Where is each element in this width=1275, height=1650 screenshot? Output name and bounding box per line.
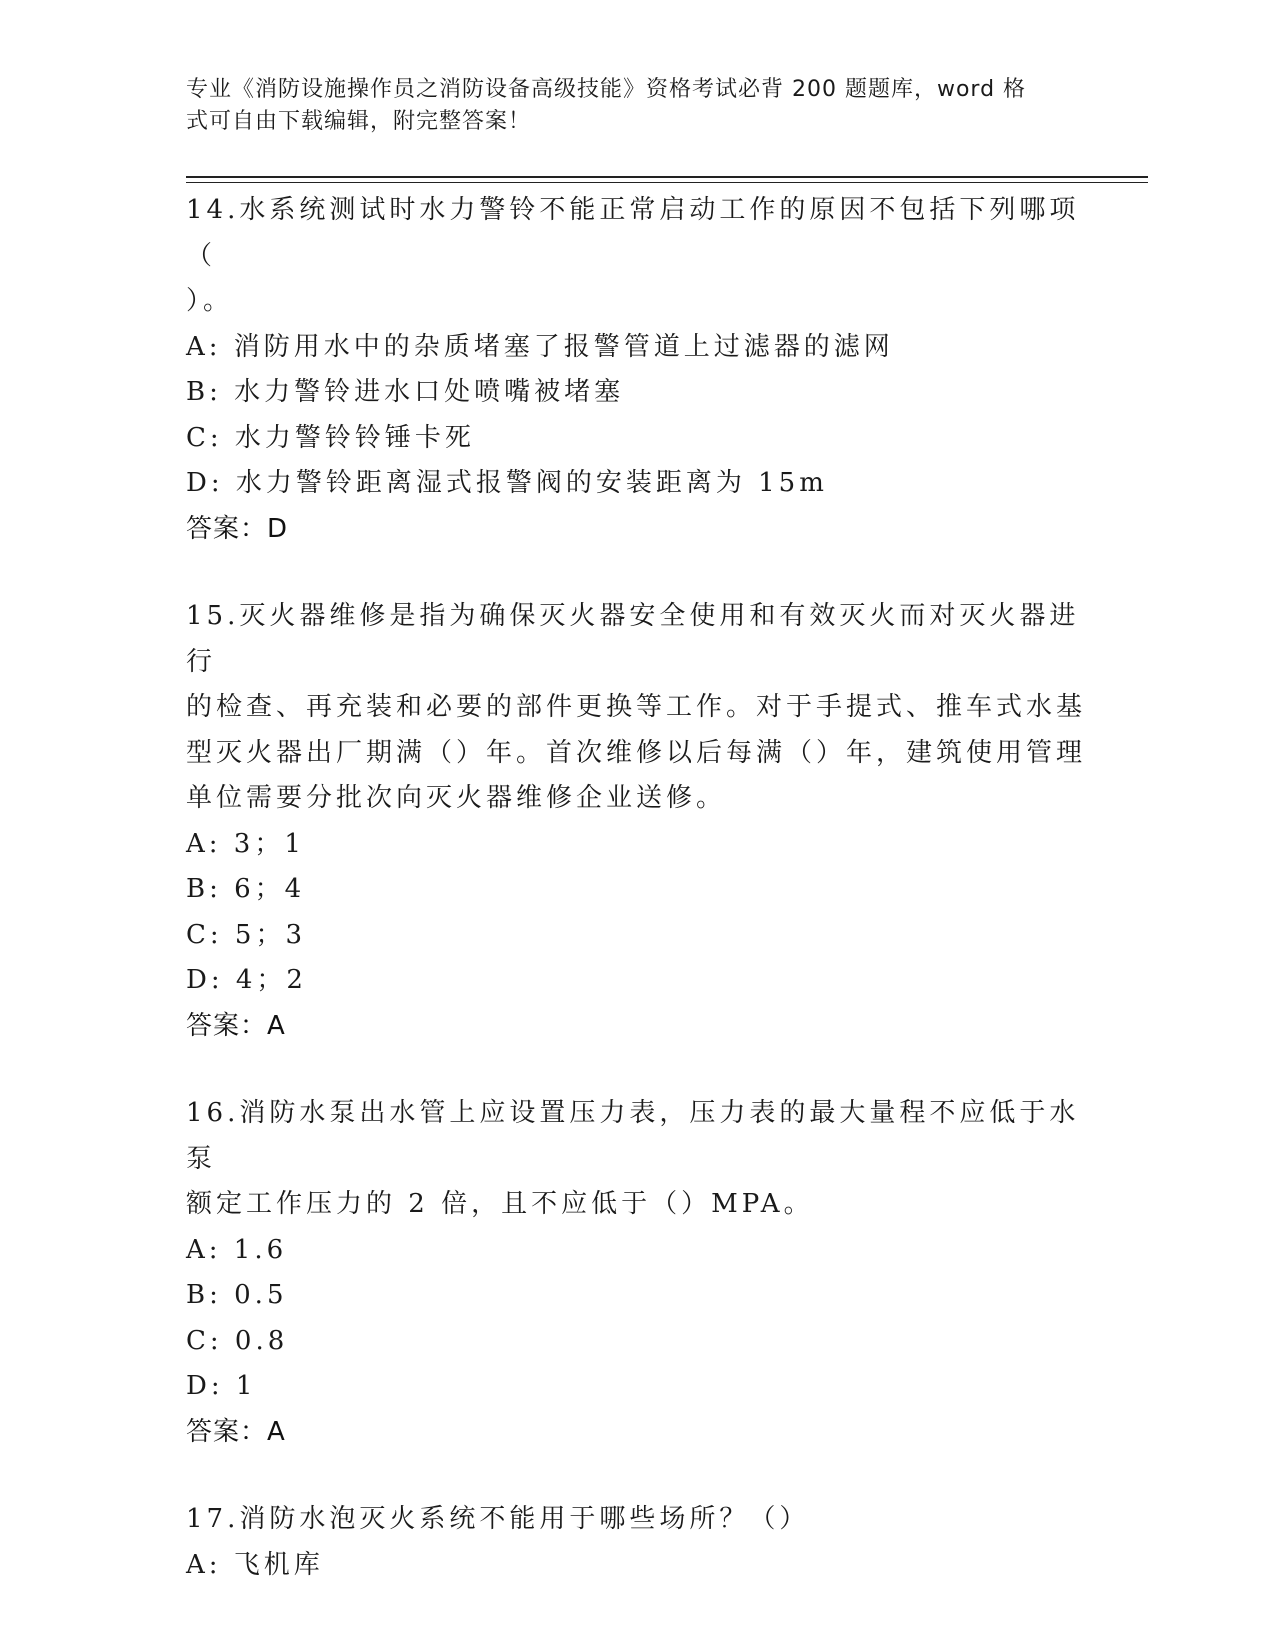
- stem-line: 单位需要分批次向灭火器维修企业送修。: [186, 783, 727, 813]
- header-line-2: 式可自由下载编辑，附完整答案！: [186, 109, 532, 134]
- option-b: B: 6；4: [186, 874, 306, 904]
- option-d: D: 4；2: [186, 965, 307, 995]
- option-d: D: 1: [186, 1371, 257, 1401]
- question-14: [186, 188, 1086, 552]
- document-header: [186, 74, 1066, 138]
- stem-line: ）。: [186, 286, 234, 316]
- stem-line: 型灭火器出厂期满（）年。首次维修以后每满（）年，建筑使用管理: [186, 737, 1087, 768]
- option-b: B: 水力警铃进水口处喷嘴被堵塞: [186, 377, 625, 407]
- answer: 答案：A: [186, 1010, 286, 1041]
- header-line-1: 专业《消防设施操作员之消防设备高级技能》资格考试必背 200 题题库，word 格: [186, 77, 1027, 102]
- option-d: D: 水力警铃距离湿式报警阀的安装距离为 15m: [186, 468, 828, 498]
- question-16: [186, 1091, 1086, 1455]
- option-a: A: 1.6: [186, 1234, 288, 1265]
- question-15: [186, 594, 1086, 1049]
- question-list: [186, 188, 1086, 1630]
- question-stem: [186, 594, 1086, 822]
- answer: 答案：A: [186, 1416, 286, 1447]
- option-a: A: 消防用水中的杂质堵塞了报警管道上过滤器的滤网: [186, 331, 894, 362]
- option-b: B: 0.5: [186, 1280, 288, 1310]
- stem-line: 的检查、再充装和必要的部件更换等工作。对于手提式、推车式水基: [186, 692, 1087, 722]
- header-divider-thick: [186, 176, 1148, 178]
- option-c: C: 水力警铃铃锤卡死: [186, 422, 475, 453]
- stem-line: 14.水系统测试时水力警铃不能正常启动工作的原因不包括下列哪项（: [186, 195, 1080, 271]
- answer: 答案：D: [186, 513, 289, 544]
- question-17: [186, 1497, 1086, 1588]
- option-a: A: 飞机库: [186, 1549, 324, 1580]
- stem-line: 17.消防水泡灭火系统不能用于哪些场所？（）: [186, 1504, 810, 1534]
- stem-line: 15.灭火器维修是指为确保灭火器安全使用和有效灭火而对灭火器进行: [186, 601, 1080, 677]
- stem-line: 额定工作压力的 2 倍，且不应低于（）MPA。: [186, 1189, 814, 1219]
- question-stem: [186, 1091, 1086, 1228]
- option-a: A: 3；1: [186, 828, 305, 859]
- question-stem: [186, 1497, 1086, 1543]
- header-divider-thin: [186, 182, 1148, 183]
- question-stem: [186, 188, 1086, 325]
- option-c: C: 0.8: [186, 1325, 289, 1356]
- stem-line: 16.消防水泵出水管上应设置压力表，压力表的最大量程不应低于水泵: [186, 1098, 1080, 1174]
- option-c: C: 5；3: [186, 919, 307, 950]
